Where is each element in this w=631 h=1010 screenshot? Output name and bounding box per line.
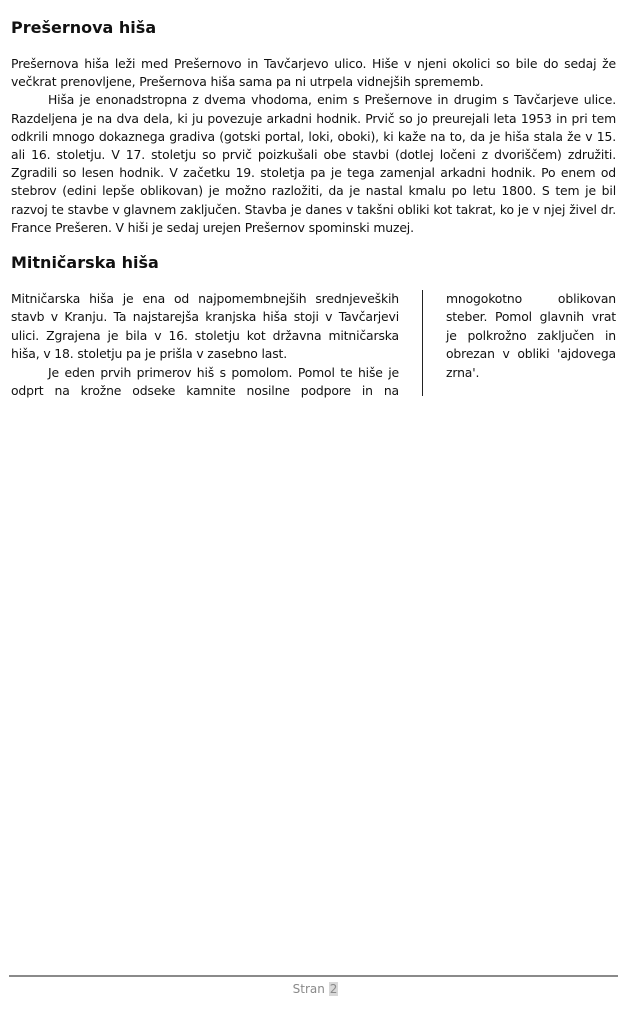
- text-column-left: [11, 290, 399, 400]
- column-divider: [422, 290, 423, 396]
- paragraph: mnogokotno oblikovan: [446, 291, 616, 306]
- page-number-field[interactable]: 2: [329, 982, 338, 996]
- paragraph: Mitničarska hiša je ena od najpomembnejših srednjeveških stavb v Kranju. Ta najstarejša kranjska hiša stoji v Tavčarjevi ulici. Zgrajena je bila v 16. stoletju kot državna mitničarska hiša, v 18. stoletju pa je prišla v zasebno last.: [11, 291, 399, 362]
- paragraph: Hiša je enonadstropna z dvema vhodoma, enim s Prešernove in drugim s Tavčarjeve ulice. Razdeljena je na dva dela, ki ju povezuje arkadni hodnik. Prvič so jo preurejali leta 1953 in pri tem odkrili mnogo dokaznega gradiva (gotski portal, loki, oboki), ki kaže na to, da je hiša stala že v 15. ali 16. stoletju. V 17. stoletju so prvič poizkušali obe stavbi (dotlej ločeni z dvoriščem) združiti. Zgradili so lesen hodnik. V začetku 19. stoletja pa je tega zamenjal arkadni hodnik. Po enem od stebrov (edini lepše oblikovan) je možno razložiti, da je nastal kmalu po letu 1800. S tem je bil razvoj te stavbe v glavnem zaključen. Stavba je danes v takšni obliki kot takrat, ko je v njej živel dr. France Prešeren. V hiši je sedaj urejen Prešernov spominski muzej.: [11, 92, 616, 235]
- section-heading-presernova-hisa: Prešernova hiša: [11, 18, 157, 37]
- paragraph: Prešernova hiša leži med Prešernovo in Tavčarjevo ulico. Hiše v njeni okolici so bile do sedaj že večkrat prenovljene, Prešernova hiša sama pa ni utrpela vidnejših sprememb.: [11, 56, 616, 90]
- section-heading-mitnicarska-hisa: Mitničarska hiša: [11, 253, 159, 272]
- footer-rule: [9, 975, 618, 977]
- section-body-presernova-hisa: [11, 55, 616, 237]
- text-column-right: [446, 290, 616, 382]
- paragraph: Je eden prvih primerov hiš s pomolom. Pomol te hiše je odprt na krožne odseke kamnite nosilne podpore in na: [11, 364, 399, 399]
- page-footer: [0, 982, 631, 996]
- footer-page-label: Stran: [292, 982, 325, 996]
- paragraph: steber. Pomol glavnih vrat je polkrožno zaključen in obrezan v obliki 'ajdovega zrna'.: [446, 309, 616, 380]
